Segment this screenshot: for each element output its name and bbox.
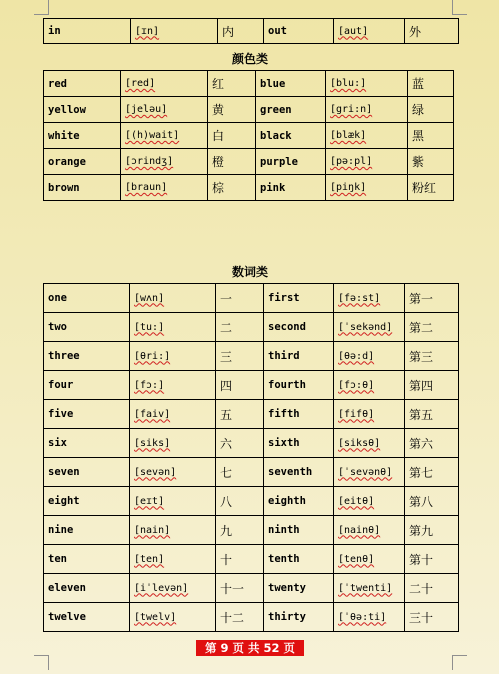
cell-word: orange (44, 149, 121, 175)
cell-phonetic (130, 603, 216, 632)
cell-meaning: 红 (208, 71, 256, 97)
table-row (44, 545, 459, 574)
cell-word: six (44, 429, 130, 458)
cell-meaning: 棕 (208, 175, 256, 201)
cell-meaning: 一 (216, 284, 264, 313)
cell-phonetic2 (326, 71, 408, 97)
phonetic-text: [ˈsekənd] (338, 321, 393, 333)
cell-word2: purple (256, 149, 326, 175)
phonetic-text: [fə:st] (338, 292, 381, 304)
table-row (44, 487, 459, 516)
phonetic-text: [fifθ] (338, 408, 375, 420)
cell-word2: tenth (264, 545, 334, 574)
phonetic-text: [ˈθə:ti] (338, 611, 387, 623)
cell-word: twelve (44, 603, 130, 632)
table-row (44, 429, 459, 458)
cell-word: four (44, 371, 130, 400)
cell-word: seven (44, 458, 130, 487)
cell-word2: second (264, 313, 334, 342)
cell-phonetic (130, 574, 216, 603)
table-row (44, 371, 459, 400)
cell-phonetic2 (334, 516, 405, 545)
numbers-heading: 数词类 (232, 265, 269, 279)
cell-phonetic2 (334, 487, 405, 516)
phonetic-text: [aut] (338, 25, 369, 37)
table-row (44, 313, 459, 342)
colors-heading: 颜色类 (232, 52, 269, 66)
table-row (44, 400, 459, 429)
cell-meaning2: 第九 (405, 516, 459, 545)
cell-word: yellow (44, 97, 121, 123)
cell-word2: thirty (264, 603, 334, 632)
cell-meaning2: 第四 (405, 371, 459, 400)
phonetic-text: [tu:] (134, 321, 165, 333)
cell-phonetic2 (326, 149, 408, 175)
cell-word2: black (256, 123, 326, 149)
table-row (44, 19, 459, 44)
cell-word2: pink (256, 175, 326, 201)
cell-meaning: 八 (216, 487, 264, 516)
cell-meaning: 橙 (208, 149, 256, 175)
numbers-vocab-table (43, 283, 459, 632)
phonetic-text: [nain] (134, 524, 171, 536)
cell-word: nine (44, 516, 130, 545)
phonetic-text: [θə:d] (338, 350, 375, 362)
cell-word2: seventh (264, 458, 334, 487)
cell-meaning2: 紫 (408, 149, 454, 175)
cell-phonetic2 (334, 429, 405, 458)
cell-meaning2: 粉红 (408, 175, 454, 201)
phonetic-text: [fɔ:] (134, 379, 165, 391)
cell-phonetic (121, 97, 208, 123)
cell-meaning: 二 (216, 313, 264, 342)
phonetic-text: [gri:n] (330, 104, 373, 115)
phonetic-text: [jeləu] (125, 104, 168, 115)
cell-word2: sixth (264, 429, 334, 458)
phonetic-text: [pə:pl] (330, 156, 373, 167)
table-row (44, 458, 459, 487)
crop-mark-top-left (34, 0, 49, 15)
cell-phonetic2 (334, 603, 405, 632)
cell-phonetic (130, 400, 216, 429)
cell-word2: out (264, 19, 334, 44)
cell-phonetic2 (334, 545, 405, 574)
phonetic-text: [nainθ] (338, 524, 381, 536)
cell-phonetic2 (334, 19, 405, 44)
page-number-footer: 第 9 页 共 52 页 (196, 640, 304, 656)
cell-word: five (44, 400, 130, 429)
phonetic-text: [ten] (134, 553, 165, 565)
cell-phonetic2 (326, 123, 408, 149)
table-row (44, 97, 454, 123)
phonetic-text: [ɔrindʒ] (125, 156, 174, 167)
cell-meaning: 内 (218, 19, 264, 44)
cell-meaning: 四 (216, 371, 264, 400)
cell-word: ten (44, 545, 130, 574)
phonetic-text: [iˈlevən] (134, 582, 189, 594)
phonetic-text: [tenθ] (338, 553, 375, 565)
phonetic-text: [siks] (134, 437, 171, 449)
phonetic-text: [eɪt] (134, 495, 165, 507)
cell-meaning2: 黑 (408, 123, 454, 149)
cell-phonetic (121, 149, 208, 175)
cell-word: three (44, 342, 130, 371)
phonetic-text: [fɔ:θ] (338, 379, 375, 391)
cell-phonetic (121, 71, 208, 97)
cell-word2: fifth (264, 400, 334, 429)
phonetic-text: [sevən] (134, 466, 177, 478)
cell-phonetic2 (326, 97, 408, 123)
phonetic-text: [θri:] (134, 350, 171, 362)
phonetic-text: [braun] (125, 182, 168, 193)
cell-phonetic (130, 284, 216, 313)
cell-phonetic (130, 516, 216, 545)
table-row (44, 574, 459, 603)
phonetic-text: [(h)wait] (125, 130, 180, 141)
cell-meaning: 七 (216, 458, 264, 487)
table-row (44, 342, 459, 371)
phonetic-text: [ɪn] (135, 25, 160, 37)
cell-word2: green (256, 97, 326, 123)
cell-phonetic (130, 313, 216, 342)
cell-meaning: 五 (216, 400, 264, 429)
cell-word: white (44, 123, 121, 149)
cell-word: two (44, 313, 130, 342)
cell-meaning: 三 (216, 342, 264, 371)
table-row (44, 284, 459, 313)
cell-phonetic2 (334, 574, 405, 603)
cell-meaning2: 第一 (405, 284, 459, 313)
crop-mark-bottom-right (452, 655, 467, 670)
cell-phonetic2 (334, 284, 405, 313)
cell-word2: blue (256, 71, 326, 97)
cell-phonetic (130, 487, 216, 516)
cell-word2: eighth (264, 487, 334, 516)
cell-phonetic2 (334, 458, 405, 487)
cell-meaning: 十一 (216, 574, 264, 603)
cell-meaning: 白 (208, 123, 256, 149)
phonetic-text: [ˈsevənθ] (338, 466, 393, 478)
cell-phonetic2 (334, 342, 405, 371)
cell-word2: twenty (264, 574, 334, 603)
cell-phonetic2 (334, 400, 405, 429)
cell-meaning2: 二十 (405, 574, 459, 603)
cell-phonetic2 (334, 313, 405, 342)
table-row (44, 123, 454, 149)
cell-phonetic (130, 458, 216, 487)
direction-vocab-table (43, 18, 459, 44)
cell-meaning2: 绿 (408, 97, 454, 123)
colors-vocab-table (43, 70, 454, 201)
crop-mark-top-right (452, 0, 467, 15)
phonetic-text: [ˈtwenti] (338, 582, 393, 594)
table-row (44, 516, 459, 545)
cell-meaning2: 第二 (405, 313, 459, 342)
phonetic-text: [red] (125, 78, 156, 89)
cell-word: in (44, 19, 131, 44)
cell-word2: first (264, 284, 334, 313)
cell-phonetic (130, 371, 216, 400)
cell-word2: third (264, 342, 334, 371)
cell-phonetic (121, 175, 208, 201)
cell-phonetic (130, 342, 216, 371)
cell-meaning2: 第六 (405, 429, 459, 458)
cell-phonetic2 (334, 371, 405, 400)
phonetic-text: [blæk] (330, 130, 367, 141)
table-row (44, 71, 454, 97)
cell-word: eight (44, 487, 130, 516)
table-row (44, 603, 459, 632)
cell-meaning: 黄 (208, 97, 256, 123)
cell-meaning2: 第八 (405, 487, 459, 516)
cell-meaning: 六 (216, 429, 264, 458)
crop-mark-bottom-left (34, 655, 49, 670)
phonetic-text: [siksθ] (338, 437, 381, 449)
table-row (44, 175, 454, 201)
phonetic-text: [twelv] (134, 611, 177, 623)
cell-meaning2: 外 (405, 19, 459, 44)
cell-meaning2: 第三 (405, 342, 459, 371)
cell-phonetic2 (326, 175, 408, 201)
cell-meaning: 十二 (216, 603, 264, 632)
cell-meaning2: 蓝 (408, 71, 454, 97)
cell-meaning: 十 (216, 545, 264, 574)
table-row (44, 149, 454, 175)
cell-meaning2: 第七 (405, 458, 459, 487)
cell-phonetic (130, 429, 216, 458)
cell-meaning2: 第十 (405, 545, 459, 574)
cell-phonetic (130, 545, 216, 574)
cell-meaning2: 三十 (405, 603, 459, 632)
cell-meaning2: 第五 (405, 400, 459, 429)
cell-word: brown (44, 175, 121, 201)
cell-phonetic (121, 123, 208, 149)
phonetic-text: [blu:] (330, 78, 367, 89)
cell-phonetic (131, 19, 218, 44)
cell-word: one (44, 284, 130, 313)
phonetic-text: [eitθ] (338, 495, 375, 507)
cell-word2: ninth (264, 516, 334, 545)
phonetic-text: [piŋk] (330, 182, 367, 193)
cell-meaning: 九 (216, 516, 264, 545)
cell-word: eleven (44, 574, 130, 603)
cell-word: red (44, 71, 121, 97)
phonetic-text: [wʌn] (134, 292, 165, 304)
cell-word2: fourth (264, 371, 334, 400)
phonetic-text: [faiv] (134, 408, 171, 420)
